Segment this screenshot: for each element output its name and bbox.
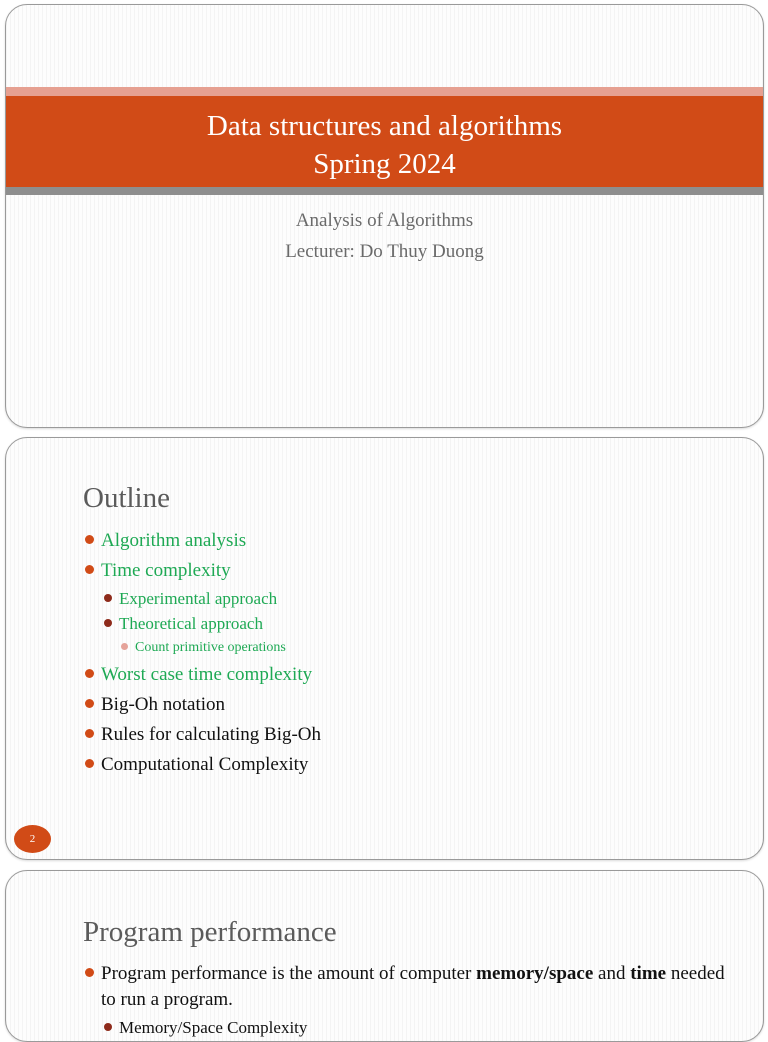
outline-item bbox=[85, 528, 739, 554]
title-slide bbox=[5, 4, 764, 428]
outline-item bbox=[85, 558, 739, 584]
bullet-dot-icon bbox=[85, 699, 94, 708]
slide-title bbox=[6, 107, 763, 183]
bullet-dot-icon bbox=[104, 594, 112, 602]
outline-item bbox=[85, 613, 739, 635]
outline-item bbox=[85, 722, 739, 748]
bullet-dot-icon bbox=[85, 729, 94, 738]
bullet-dot-icon bbox=[85, 759, 94, 768]
bullet-dot-icon bbox=[85, 565, 94, 574]
bullet-bold-time: time bbox=[630, 963, 667, 984]
bullet-dot-icon bbox=[85, 968, 94, 977]
outline-item-text: Theoretical approach bbox=[119, 614, 263, 633]
bullet-dot-icon bbox=[104, 619, 112, 627]
page-number-badge: 2 bbox=[14, 825, 51, 853]
program-performance-list bbox=[85, 961, 739, 1042]
outline-item-text: Count primitive operations bbox=[135, 640, 286, 655]
outline-item bbox=[85, 638, 739, 658]
outline-item-text: Big-Oh notation bbox=[101, 694, 226, 715]
sub-bullet-dot-icon bbox=[104, 1023, 112, 1031]
outline-item bbox=[85, 588, 739, 610]
bullet-text-part3: needed to run a program. bbox=[101, 963, 725, 1010]
outline-item-text: Algorithm analysis bbox=[101, 530, 247, 551]
program-performance-heading: Program performance bbox=[83, 916, 337, 948]
outline-heading: Outline bbox=[83, 482, 170, 514]
outline-list bbox=[85, 528, 739, 782]
bullet-dot-icon bbox=[85, 669, 94, 678]
bullet-bold-memory: memory/space bbox=[476, 963, 594, 984]
list-item bbox=[85, 961, 739, 1013]
program-performance-slide bbox=[5, 870, 764, 1042]
title-band-bottom-stripe bbox=[6, 187, 763, 195]
outline-item-text: Time complexity bbox=[101, 560, 231, 581]
title-band-top-stripe bbox=[6, 87, 763, 96]
subtitle-line2: Lecturer: Do Thuy Duong bbox=[285, 241, 484, 262]
outline-item-text: Rules for calculating Big-Oh bbox=[101, 724, 322, 745]
slide-title-line1: Data structures and algorithms bbox=[206, 110, 563, 142]
list-item bbox=[85, 1017, 739, 1039]
outline-item bbox=[85, 662, 739, 688]
title-band bbox=[6, 87, 763, 197]
subtitle-line1: Analysis of Algorithms bbox=[295, 210, 474, 231]
outline-item-text: Worst case time complexity bbox=[101, 664, 313, 685]
bullet-text-part1: Program performance is the amount of computer bbox=[101, 963, 477, 984]
outline-item bbox=[85, 692, 739, 718]
outline-item-text: Computational Complexity bbox=[101, 754, 309, 775]
bullet-dot-icon bbox=[121, 643, 128, 650]
outline-slide bbox=[5, 437, 764, 860]
sub-bullet-text: Memory/Space Complexity bbox=[119, 1018, 308, 1037]
bullet-dot-icon bbox=[85, 535, 94, 544]
slide-title-line2: Spring 2024 bbox=[313, 148, 456, 180]
outline-item bbox=[85, 752, 739, 778]
outline-item-text: Experimental approach bbox=[119, 589, 278, 608]
slide-subtitle bbox=[6, 205, 763, 267]
bullet-text-part2: and bbox=[593, 963, 631, 984]
